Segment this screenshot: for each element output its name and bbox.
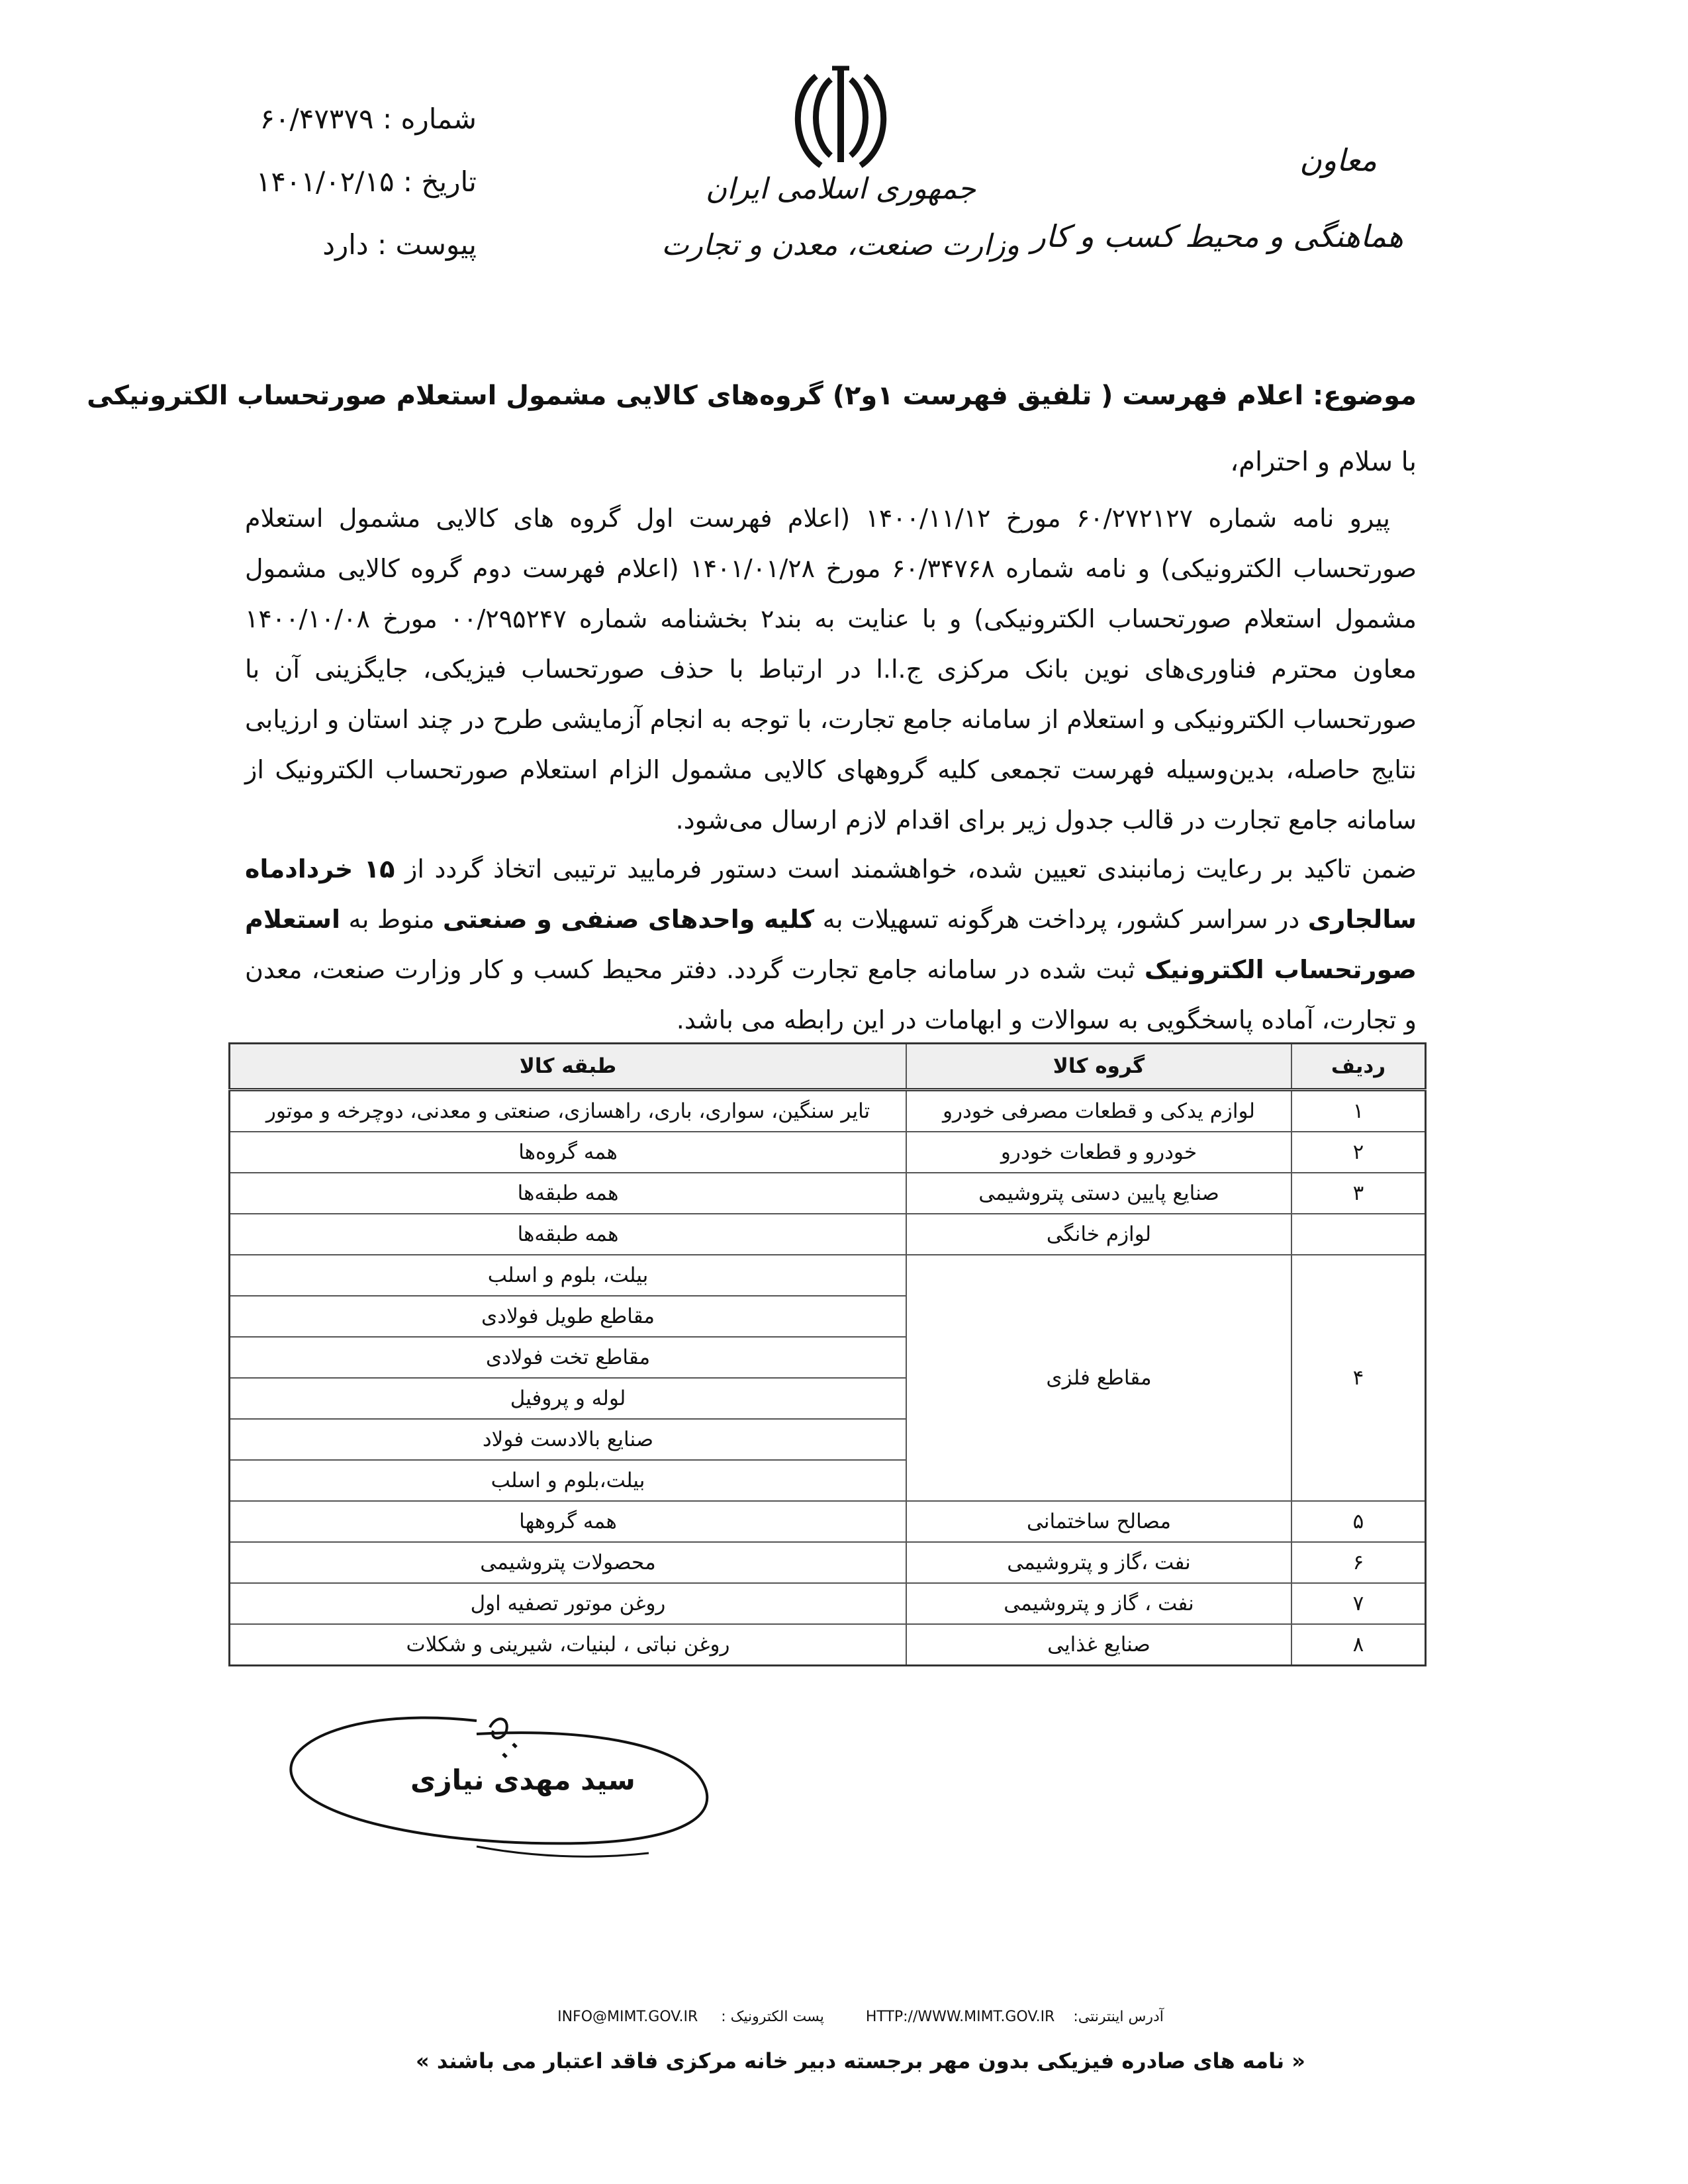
footer-contact [490,2009,1231,2025]
goods-table [228,1042,1427,1666]
cell-class: همه گروه‌ها [230,1132,907,1173]
cell-group: نفت ،گاز و پتروشیمی [906,1542,1291,1583]
cell-group: صنایع غذایی [906,1624,1291,1666]
cell-group: مقاطع فلزی [906,1255,1291,1501]
cell-group: خودرو و قطعات خودرو [906,1132,1291,1173]
table-row [230,1214,1426,1255]
cell-radif: ۶ [1291,1542,1426,1583]
table-row [230,1173,1426,1214]
cell-group: لوازم خانگی [906,1214,1291,1255]
letter-subject: موضوع: اعلام فهرست ( تلفیق فهرست ۱و۲) گروه‌های کالایی مشمول استعلام صورتحساب الکترونیکی [87,381,1417,411]
header-class: طبقه کالا [230,1044,907,1090]
table-row [230,1090,1426,1132]
deputy-title: معاون [1299,142,1377,178]
cell-class: همه طبقه‌ها [230,1173,907,1214]
header-radif: ردیف [1291,1044,1426,1090]
cell-radif: ۷ [1291,1583,1426,1624]
table-row [230,1583,1426,1624]
cell-group: لوازم یدکی و قطعات مصرفی خودرو [906,1090,1291,1132]
cell-radif: ۱ [1291,1090,1426,1132]
cell-class: بیلت، بلوم و اسلب [230,1255,907,1296]
cell-radif: ۵ [1291,1501,1426,1542]
table-row [230,1542,1426,1583]
letter-date: تاریخ : ۱۴۰۱/۰۲/۱۵ [256,165,477,198]
greeting: با سلام و احترام، [1230,447,1417,477]
cell-radif: ۸ [1291,1624,1426,1666]
letter-number: شماره : ۶۰/۴۷۳۷۹ [259,103,477,135]
footer-note: « نامه های صادره فیزیکی بدون مهر برجسته دبیر خانه مرکزی فاقد اعتبار می باشند » [416,2048,1305,2073]
ministry-title: وزارت صنعت، معدن و تجارت [661,228,1019,262]
cell-class: محصولات پتروشیمی [230,1542,907,1583]
cell-class: همه گروهها [230,1501,907,1542]
cell-class: روغن موتور تصفیه اول [230,1583,907,1624]
cell-class: روغن نباتی ، لبنیات، شیرینی و شکلات [230,1624,907,1666]
cell-radif: ۳ [1291,1173,1426,1214]
table-header-row [230,1044,1426,1090]
letter-attachment: پیوست : دارد [322,228,477,261]
cell-class: صنایع بالادست فولاد [230,1419,907,1460]
table-row [230,1132,1426,1173]
cell-class: مقاطع طویل فولادی [230,1296,907,1337]
republic-title: جمهوری اسلامی ایران [705,172,976,206]
iran-emblem-icon [791,63,890,175]
table-row [230,1501,1426,1542]
cell-class: تایر سنگین، سواری، باری، راهسازی، صنعتی و معدنی، دوچرخه و موتور [230,1090,907,1132]
cell-group: صنایع پایین دستی پتروشیمی [906,1173,1291,1214]
cell-radif [1291,1214,1426,1255]
cell-class: مقاطع تخت فولادی [230,1337,907,1378]
table-row [230,1255,1426,1296]
cell-class: لوله و پروفیل [230,1378,907,1419]
paragraph-2: ضمن تاکید بر رعایت زمانبندی تعیین شده، خواهشمند است دستور فرمایید ترتیبی اتخاذ گردد از ۱۵ خردادماه سالجاری در سراسر کشور، پرداخت هرگونه تسهیلات به کلیه واحدهای صنفی و صنعتی منوط به استعلام صورتحساب الکترونیک ثبت شده در سامانه جامع تجارت گردد. دفتر محیط کسب و کار وزارت صنعت، معدن و تجارت، آماده پاسخگویی به سوالات و ابهامات در این رابطه می باشد. [245,854,1417,1034]
cell-radif: ۴ [1291,1255,1426,1501]
signatory-name: سید مهدی نیازی [410,1764,635,1796]
paragraph-1: پیرو نامه شماره ۶۰/۲۷۲۱۲۷ مورخ ۱۴۰۰/۱۱/۱۲ (اعلام فهرست اول گروه های کالایی مشمول استعلام صورتحساب الکترونیکی) و نامه شماره ۶۰/۳۴۷۶۸ مورخ ۱۴۰۱/۰۱/۲۸ (اعلام فهرست دوم گروه کالایی مشمول مشمول استعلام صورتحساب الکترونیکی) و با عنایت به بند۲ بخشنامه شماره ۰۰/۲۹۵۲۴۷ مورخ ۱۴۰۰/۱۰/۰۸ معاون محترم فناوری‌های نوین بانک مرکزی ج.ا.ا در ارتباط با حذف صورتحساب فیزیکی، جایگزینی آن با صورتحساب الکترونیکی و استعلام از سامانه جامع تجارت، با توجه به انجام آزمایشی طرح در چند استان و ارزیابی نتایج حاصله، بدین‌وسیله فهرست تجمعی کلیه گروههای کالایی مشمول الزام استعلام صورتحساب الکترونیک از سامانه جامع تجارت در قالب جدول زیر برای اقدام لازم ارسال می‌شود. [245,504,1417,835]
cell-radif: ۲ [1291,1132,1426,1173]
table-row [230,1624,1426,1666]
header-group: گروه کالا [906,1044,1291,1090]
footer-web: آدرس اینترنتی:HTTP://WWW.MIMT.GOV.IR [865,2009,1164,2025]
cell-class: بیلت،بلوم و اسلب [230,1460,907,1501]
cell-group: مصالح ساختمانی [906,1501,1291,1542]
deputy-unit: هماهنگی و محیط کسب و کار [1031,218,1403,254]
cell-class: همه طبقه‌ها [230,1214,907,1255]
cell-group: نفت ، گاز و پتروشیمی [906,1583,1291,1624]
footer-email: پست الکترونیک : INFO@MIMT.GOV.IR [557,2009,824,2025]
